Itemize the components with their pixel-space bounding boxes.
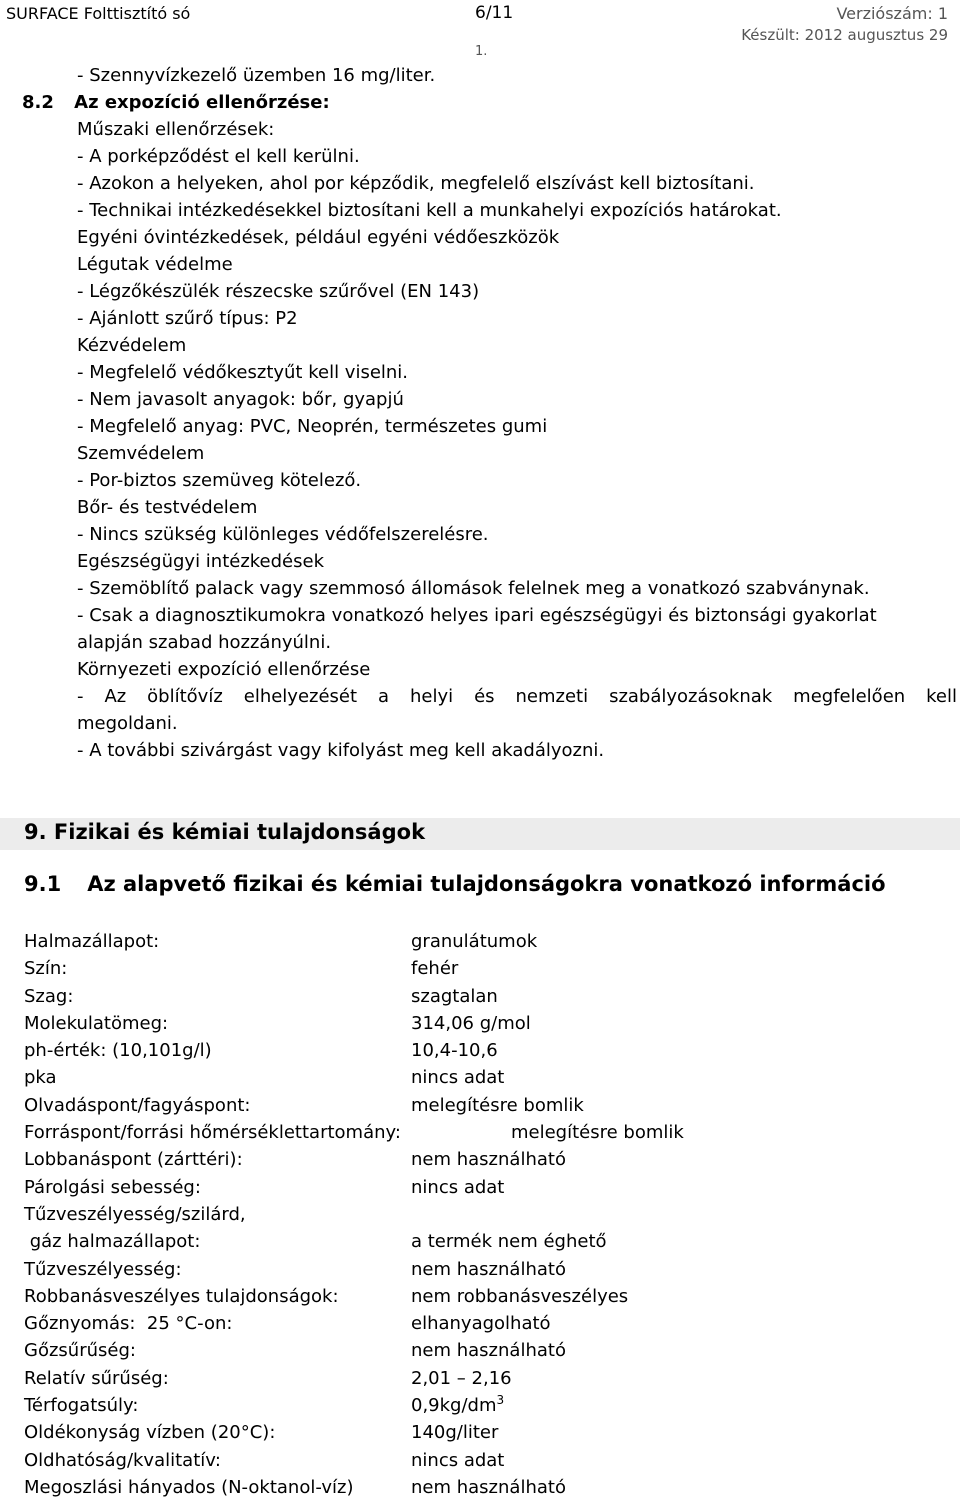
property-row [24,955,954,982]
property-key: Gőznyomás: 25 °C-on: [24,1313,233,1335]
property-value: nem használható [411,1149,566,1171]
property-value-with-sup [411,1392,504,1419]
text-line: - Szennyvízkezelő üzemben 16 mg/liter. [77,65,436,86]
section-9-title: 9. Fizikai és kémiai tulajdonságok [24,820,426,844]
text-line-spacer [77,89,957,116]
property-key: Tűzveszélyesség: [24,1258,182,1280]
text-line: - Por-biztos szemüveg kötelező. [77,470,362,491]
text-line: - Technikai intézkedésekkel biztosítani kell a munkahelyi expozíciós határokat. [77,200,782,221]
text-line: Egyéni óvintézkedések, például egyéni védőeszközök [77,227,560,248]
properties-table [24,928,954,1501]
property-key: pka [24,1067,57,1089]
property-row [24,1337,954,1364]
property-row [24,1174,954,1201]
property-key: Relatív sűrűség: [24,1367,169,1389]
created-date: Készült: 2012 augusztus 29 [741,26,948,44]
text-line: Bőr- és testvédelem [77,497,258,518]
property-key: Forráspont/forrási hőmérséklettartomány: [24,1122,401,1144]
section-9-1-title: Az alapvető fizikai és kémiai tulajdonságokra vonatkozó információ [87,872,886,896]
superscript: 3 [496,1393,505,1408]
text-line: Kézvédelem [77,335,187,356]
property-row [24,1092,954,1119]
document-title: SURFACE Folttisztító só [6,4,191,23]
property-row [24,983,954,1010]
property-row [24,1419,954,1446]
property-key: Szín: [24,958,68,980]
property-key: Robbanásveszélyes tulajdonságok: [24,1285,339,1307]
text-line: Műszaki ellenőrzések: [77,119,275,140]
page-number: 6/11 [475,3,514,23]
property-key: Szag: [24,985,74,1007]
text-line: megoldani. [77,713,178,734]
property-value: 10,4-10,6 [411,1040,498,1062]
property-row [24,1392,954,1419]
text-line: alapján szabad hozzányúlni. [77,632,332,653]
property-value: 140g/liter [411,1422,499,1444]
text-line: - Csak a diagnosztikumokra vonatkozó helyes ipari egészségügyi és biztonsági gyakorlat [77,605,877,626]
property-row [24,1365,954,1392]
text-line: - Nem javasolt anyagok: bőr, gyapjú [77,389,404,410]
property-key: Lobbanáspont (zárttéri): [24,1149,243,1171]
text-line: - Azokon a helyeken, ahol por képződik, megfelelő elszívást kell biztosítani. [77,173,755,194]
property-value: nem használható [411,1258,566,1280]
property-value: szagtalan [411,985,498,1007]
text-line: Szemvédelem [77,443,205,464]
property-key: Halmazállapot: [24,931,160,952]
text-line: Légutak védelme [77,254,233,275]
property-key: Gőzsűrűség: [24,1340,136,1362]
text-line: - Ajánlott szűrő típus: P2 [77,308,298,329]
created-date-suffix: 1. [475,44,488,59]
property-row [24,1474,954,1501]
section-8-2-body [77,62,957,764]
property-key: Molekulatömeg: [24,1012,169,1034]
text-line: Környezeti expozíció ellenőrzése [77,659,371,680]
version-number: Verziószám: 1 [836,4,948,23]
text-line: - Megfelelő védőkesztyűt kell viselni. [77,362,409,383]
property-key: Olvadáspont/fagyáspont: [24,1094,251,1116]
property-value: melegítésre bomlik [511,1122,684,1144]
section-8-2-title: Az expozíció ellenőrzése: [74,92,330,113]
property-value: 314,06 g/mol [411,1012,531,1034]
property-value: elhanyagolható [411,1313,551,1335]
property-value: nem használható [411,1340,566,1362]
property-key: ph-érték: (10,101g/l) [24,1040,212,1062]
property-key: Oldhatóság/kvalitatív: [24,1449,221,1471]
text-line: - Légzőkészülék részecske szűrővel (EN 143) [77,281,480,302]
property-key: Párolgási sebesség: [24,1176,201,1198]
property-row [24,1146,954,1173]
property-value: nincs adat [411,1067,505,1089]
text-line: - Nincs szükség különleges védőfelszerelésre. [77,524,489,545]
property-value: nem használható [411,1476,566,1498]
property-key: Megoszlási hányados (N-oktanol-víz) [24,1476,354,1498]
property-key: Oldékonyság vízben (20°C): [24,1422,276,1444]
text-line: - Megfelelő anyag: PVC, Neoprén, természetes gumi [77,416,548,437]
property-row [24,1119,954,1146]
page-header [0,2,960,59]
property-value: nincs adat [411,1449,505,1471]
text-line: - Az öblítővíz elhelyezését a helyi és nemzeti szabályozásoknak megfelelően kell [77,686,957,707]
section-9-heading [0,818,960,850]
property-value: melegítésre bomlik [411,1094,584,1116]
property-row [24,1283,954,1310]
property-value: 0,9kg/dm [411,1395,497,1417]
section-8-2-number: 8.2 [22,92,54,113]
property-row [24,1037,954,1064]
property-row [24,1447,954,1474]
property-row [24,1010,954,1037]
text-line: - Szemöblítő palack vagy szemmosó állomások felelnek meg a vonatkozó szabványnak. [77,578,870,599]
property-key: Tűzveszélyesség/szilárd, [24,1203,246,1225]
section-9-1-number: 9.1 [24,872,62,896]
property-value: a termék nem éghető [411,1231,607,1253]
section-9-1-heading [24,872,886,896]
property-row [24,1256,954,1283]
property-row [24,1310,954,1337]
text-line: Egészségügyi intézkedések [77,551,325,572]
property-value: granulátumok [411,931,538,952]
property-key: gáz halmazállapot: [24,1231,201,1253]
property-row [24,1228,954,1255]
property-key: Térfogatsúly: [24,1395,139,1417]
text-line: - A további szivárgást vagy kifolyást meg kell akadályozni. [77,740,605,761]
text-line: - A porképződést el kell kerülni. [77,146,360,167]
property-value: nem robbanásveszélyes [411,1285,629,1307]
property-row [24,1201,954,1228]
property-value: 2,01 – 2,16 [411,1367,512,1389]
property-value: nincs adat [411,1176,505,1198]
property-value: fehér [411,958,459,980]
property-row [24,928,954,955]
property-row [24,1064,954,1091]
